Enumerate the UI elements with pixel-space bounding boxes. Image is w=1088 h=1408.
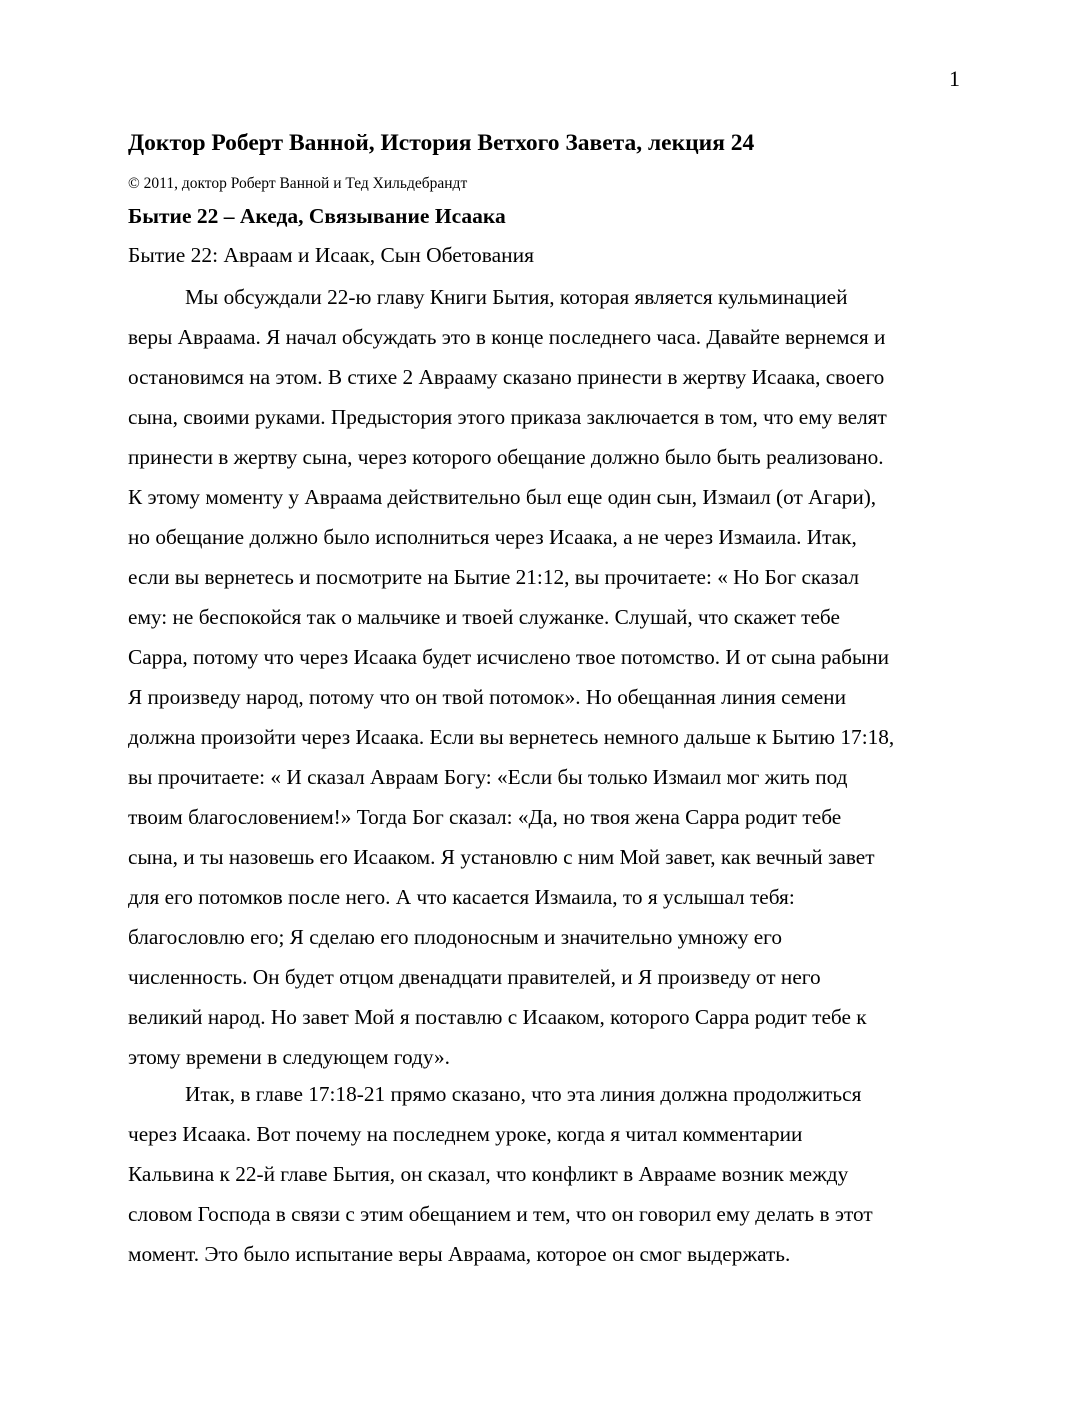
paragraph-line: Сарра, потому что через Исаака будет исчислено твое потомство. И от сына рабыни (128, 645, 890, 669)
paragraph-line: благословлю его; Я сделаю его плодоносным и значительно умножу его (128, 925, 783, 949)
paragraph-line: Я произведу народ, потому что он твой потомок». Но обещанная линия семени (128, 685, 846, 709)
paragraph-line: твоим благословением!» Тогда Бог сказал: «Да, но твоя жена Сарра родит тебе (128, 805, 842, 829)
document-title: Доктор Роберт Ванной, История Ветхого Завета, лекция 24 (128, 130, 755, 156)
paragraph-line: сына, и ты назовешь его Исааком. Я установлю с ним Мой завет, как вечный завет (128, 845, 875, 869)
paragraph-line: для его потомков после него. А что касается Измаила, то я услышал тебя: (128, 885, 795, 909)
paragraph-2 (128, 1074, 968, 1274)
paragraph-line: численность. Он будет отцом двенадцати правителей, и Я произведу от него (128, 965, 821, 989)
section-heading: Бытие 22 – Акеда, Связывание Исаака (128, 204, 506, 228)
copyright-notice: © 2011, доктор Роберт Ванной и Тед Хильдебрандт (128, 175, 468, 192)
paragraph-line: К этому моменту у Авраама действительно был еще один сын, Измаил (от Агари), (128, 485, 877, 509)
paragraph-line: ему: не беспокойся так о мальчике и твоей служанке. Слушай, что скажет тебе (128, 605, 840, 629)
paragraph-line: принести в жертву сына, через которого обещание должно было быть реализовано. (128, 445, 884, 469)
paragraph-1 (128, 277, 968, 1077)
paragraph-line: Кальвина к 22-й главе Бытия, он сказал, что конфликт в Аврааме возник между (128, 1162, 849, 1186)
paragraph-line: Итак, в главе 17:18-21 прямо сказано, что эта линия должна продолжиться (185, 1082, 862, 1106)
paragraph-line: сына, своими руками. Предыстория этого приказа заключается в том, что ему велят (128, 405, 887, 429)
page-number: 1 (949, 66, 960, 91)
paragraph-line: словом Господа в связи с этим обещанием и тем, что он говорил ему делать в этот (128, 1202, 873, 1226)
paragraph-line: веры Авраама. Я начал обсуждать это в конце последнего часа. Давайте вернемся и (128, 325, 886, 349)
paragraph-line: если вы вернетесь и посмотрите на Бытие 21:12, вы прочитаете: « Но Бог сказал (128, 565, 860, 589)
paragraph-line: великий народ. Но завет Мой я поставлю с Исааком, которого Сарра родит тебе к (128, 1005, 867, 1029)
paragraph-line: момент. Это было испытание веры Авраама, которое он смог выдержать. (128, 1242, 791, 1266)
paragraph-line: но обещание должно было исполниться через Исаака, а не через Измаила. Итак, (128, 525, 857, 549)
paragraph-line: остановимся на этом. В стихе 2 Аврааму сказано принести в жертву Исаака, своего (128, 365, 885, 389)
paragraph-line: вы прочитаете: « И сказал Авраам Богу: «Если бы только Измаил мог жить под (128, 765, 848, 789)
section-subheading: Бытие 22: Авраам и Исаак, Сын Обетования (128, 243, 535, 267)
paragraph-line: через Исаака. Вот почему на последнем уроке, когда я читал комментарии (128, 1122, 803, 1146)
paragraph-line: Мы обсуждали 22-ю главу Книги Бытия, которая является кульминацией (185, 285, 848, 309)
paragraph-line: этому времени в следующем году». (128, 1045, 450, 1069)
paragraph-line: должна произойти через Исаака. Если вы вернетесь немного дальше к Бытию 17:18, (128, 725, 895, 749)
